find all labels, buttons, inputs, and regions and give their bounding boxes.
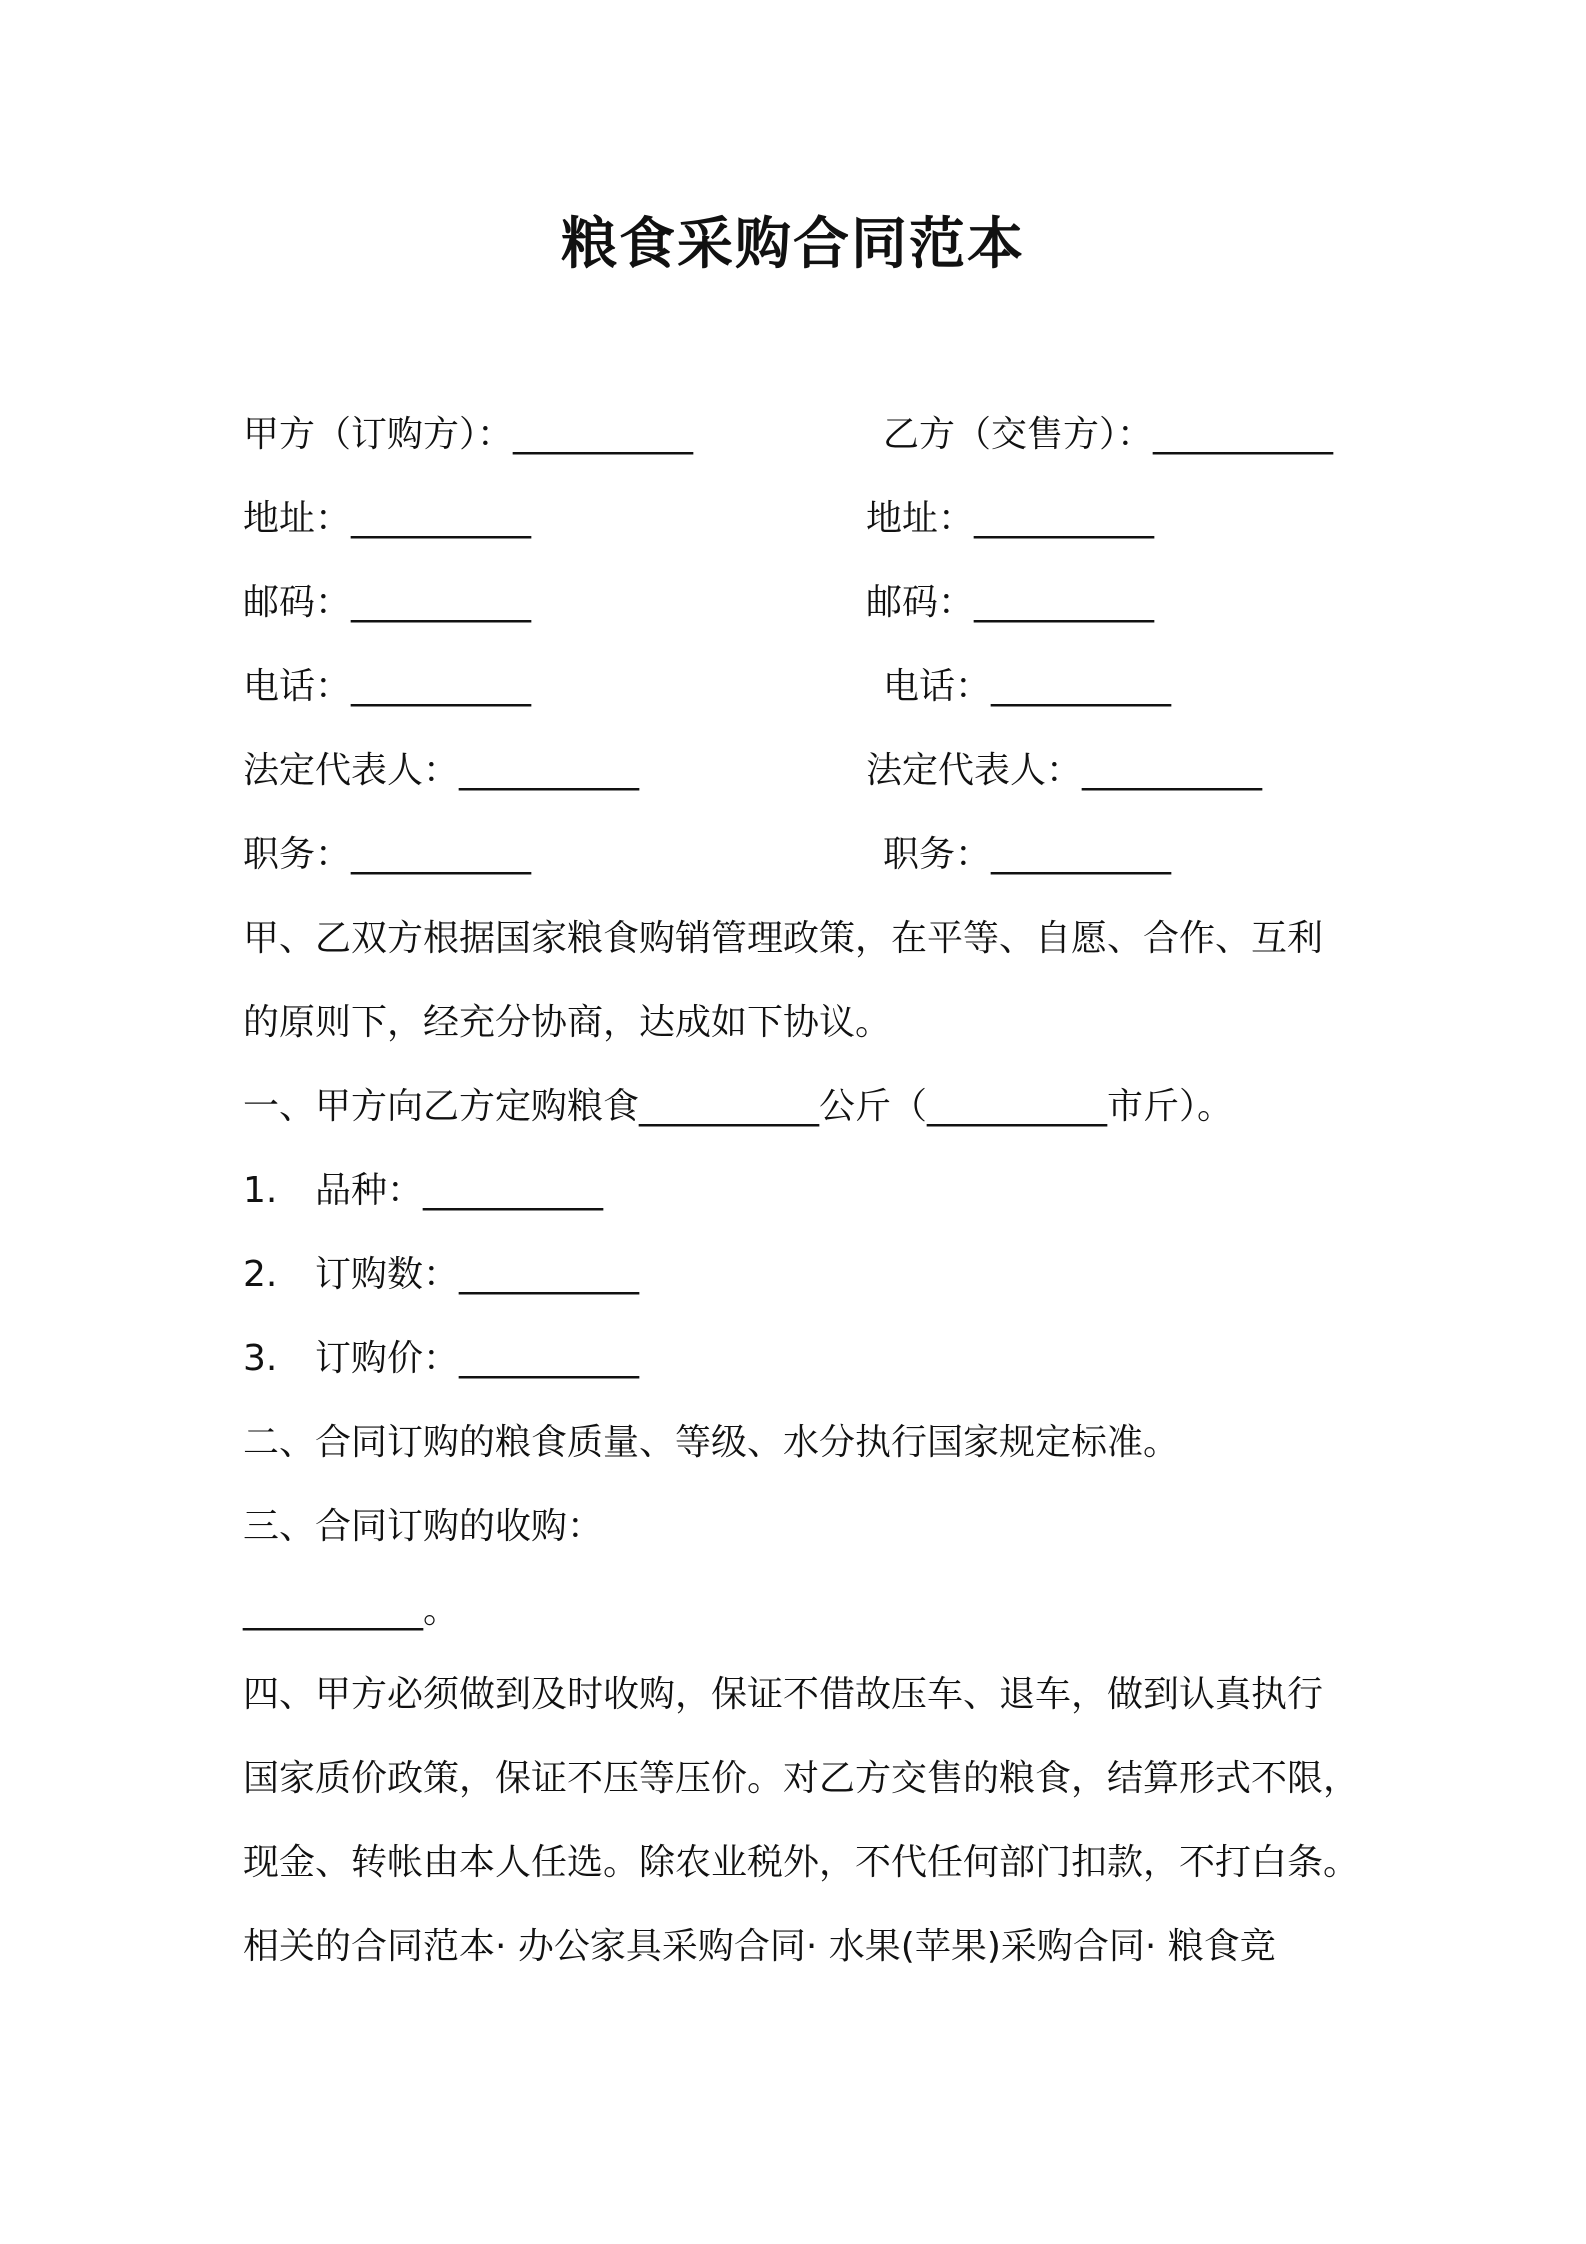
related-templates-line: 相关的合同范本· 办公家具采购合同· 水果(苹果)采购合同· 粮食竞 (243, 1926, 1276, 1967)
clause-4-line-3: 现金、转帐由本人任选。除农业税外，不代任何部门扣款，不打白条。 (243, 1842, 1360, 1883)
list-item-text: 订购价：__________ (315, 1338, 640, 1379)
clause-2: 二、合同订购的粮食质量、等级、水分执行国家规定标准。 (243, 1422, 1180, 1463)
list-item (243, 1334, 639, 1384)
preamble-line-2: 的原则下，经充分协商，达成如下协议。 (243, 1002, 892, 1043)
list-item-number: 3. (243, 1338, 278, 1379)
preamble-line-1: 甲、乙双方根据国家粮食购销管理政策，在平等、自愿、合作、互利 (243, 918, 1324, 959)
list-item-number: 2. (243, 1254, 278, 1295)
clause-3: 三、合同订购的收购： (243, 1506, 604, 1547)
party-a-field: 甲方（订购方）：__________ (243, 414, 694, 455)
list-item-text: 品种：__________ (315, 1170, 604, 1211)
list-item (243, 1250, 639, 1300)
party-b-field: 乙方（交售方）：__________ (883, 414, 1334, 455)
clause-4-line-1: 四、甲方必须做到及时收购，保证不借故压车、退车，做到认真执行 (243, 1674, 1324, 1715)
list-item-text: 订购数：__________ (315, 1254, 640, 1295)
clause-3-blank: __________。 (243, 1590, 460, 1631)
list-item-number: 1. (243, 1170, 278, 1211)
postcode-a-field: 邮码：__________ (243, 582, 532, 623)
address-b-field: 地址：__________ (866, 498, 1155, 539)
position-b-field: 职务：__________ (883, 834, 1172, 875)
clause-1: 一、甲方向乙方定购粮食__________公斤（__________市斤）。 (243, 1086, 1234, 1127)
phone-b-field: 电话：__________ (883, 666, 1172, 707)
address-a-field: 地址：__________ (243, 498, 532, 539)
list-item (243, 1166, 603, 1216)
phone-a-field: 电话：__________ (243, 666, 532, 707)
position-a-field: 职务：__________ (243, 834, 532, 875)
document-title: 粮食采购合同范本 (561, 212, 1025, 277)
legal-rep-a-field: 法定代表人：__________ (243, 750, 640, 791)
clause-4-line-2: 国家质价政策，保证不压等压价。对乙方交售的粮食，结算形式不限， (243, 1758, 1360, 1799)
legal-rep-b-field: 法定代表人：__________ (866, 750, 1263, 791)
postcode-b-field: 邮码：__________ (866, 582, 1155, 623)
